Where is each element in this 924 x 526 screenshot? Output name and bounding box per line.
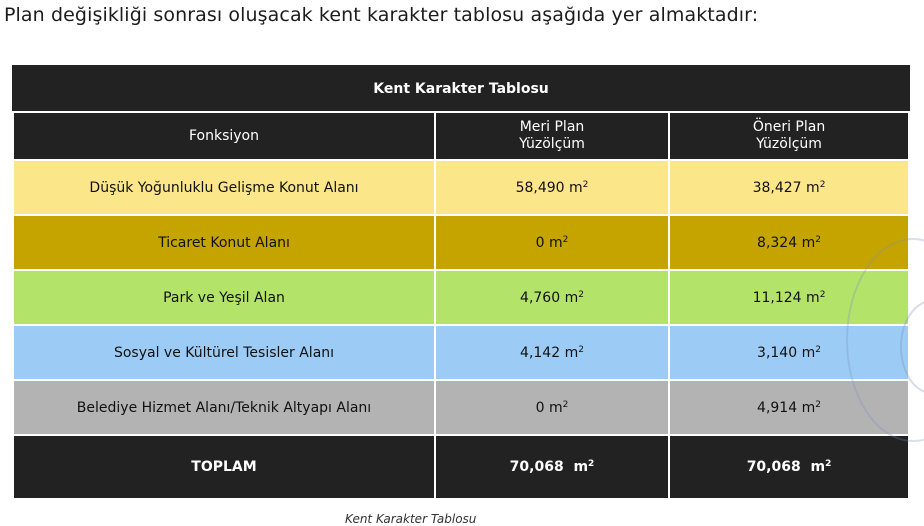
row-meri [435, 270, 669, 325]
header-oneri-plan [669, 112, 909, 160]
unit-exp: 2 [815, 344, 821, 355]
unit: m [810, 459, 826, 475]
header-meri-line2: Yüzölçüm [519, 136, 585, 152]
row-name: Düşük Yoğunluklu Gelişme Konut Alanı [13, 160, 435, 215]
row-oneri-value: 11,124 [752, 289, 802, 306]
row-name: Park ve Yeşil Alan [13, 270, 435, 325]
unit: m [801, 399, 816, 416]
header-oneri-line2: Yüzölçüm [756, 136, 822, 152]
row-oneri [669, 160, 909, 215]
header-meri-plan [435, 112, 669, 160]
intro-text: Plan değişikliği sonrası oluşacak kent karakter tablosu aşağıda yer almaktadır: [4, 4, 759, 26]
row-oneri-value: 8,324 [757, 234, 798, 251]
unit-exp: 2 [819, 289, 826, 300]
total-label: TOPLAM [13, 435, 435, 499]
unit-exp: 2 [815, 399, 821, 410]
row-meri-value: 4,142 [520, 344, 561, 361]
kent-karakter-table [12, 65, 910, 500]
row-meri-value: 0 [535, 399, 545, 416]
table-row [13, 270, 909, 325]
row-name: Ticaret Konut Alanı [13, 215, 435, 270]
row-oneri-value: 38,427 [752, 179, 802, 196]
total-meri-value: 70,068 [509, 459, 564, 475]
row-oneri-value: 3,140 [757, 344, 798, 361]
row-name: Sosyal ve Kültürel Tesisler Alanı [13, 325, 435, 380]
unit-exp: 2 [582, 179, 589, 190]
unit: m [801, 234, 816, 251]
header-fonksiyon: Fonksiyon [13, 112, 435, 160]
total-oneri [669, 435, 909, 499]
table-row [13, 160, 909, 215]
table-caption: Kent Karakter Tablosu [345, 512, 477, 526]
unit: m [569, 179, 583, 196]
unit: m [564, 344, 579, 361]
row-name: Belediye Hizmet Alanı/Teknik Altyapı Alanı [13, 380, 435, 435]
unit: m [806, 289, 820, 306]
row-meri [435, 380, 669, 435]
header-meri-line1: Meri Plan [519, 119, 585, 135]
table-title: Kent Karakter Tablosu [13, 66, 909, 112]
table-row [13, 215, 909, 270]
row-meri-value: 0 [535, 234, 545, 251]
table-row [13, 380, 909, 435]
unit-exp: 2 [588, 459, 595, 469]
unit-exp: 2 [815, 234, 821, 245]
unit-exp: 2 [578, 289, 584, 300]
unit: m [801, 344, 816, 361]
row-meri-value: 58,490 [515, 179, 565, 196]
row-meri-value: 4,760 [520, 289, 561, 306]
row-oneri-value: 4,914 [757, 399, 798, 416]
unit: m [806, 179, 820, 196]
total-meri [435, 435, 669, 499]
unit-exp: 2 [578, 344, 584, 355]
total-row [13, 435, 909, 499]
row-meri [435, 215, 669, 270]
row-meri [435, 160, 669, 215]
row-meri [435, 325, 669, 380]
unit-exp: 2 [819, 179, 826, 190]
total-oneri-value: 70,068 [746, 459, 801, 475]
unit-exp: 2 [562, 399, 569, 410]
unit: m [549, 399, 563, 416]
unit: m [573, 459, 589, 475]
unit-exp: 2 [825, 459, 832, 469]
unit: m [564, 289, 579, 306]
unit: m [549, 234, 563, 251]
unit-exp: 2 [562, 234, 569, 245]
table-row [13, 325, 909, 380]
header-oneri-line1: Öneri Plan [752, 119, 826, 135]
